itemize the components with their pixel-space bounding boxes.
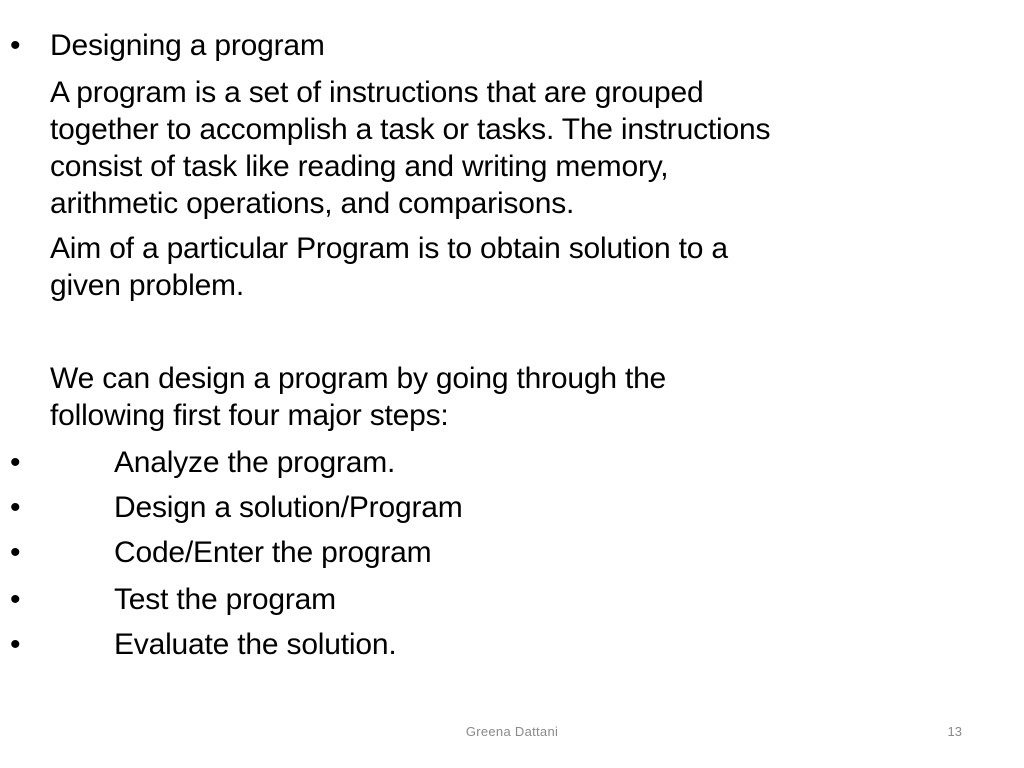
step-bullet: • xyxy=(10,628,21,661)
step-bullet: • xyxy=(10,491,21,524)
step-bullet: • xyxy=(10,536,21,569)
step-bullet: • xyxy=(10,583,21,616)
paragraph1-line-2: together to accomplish a task or tasks. The instructions xyxy=(50,113,771,146)
paragraph3-line-1: We can design a program by going through the xyxy=(50,362,667,395)
paragraph2-line-1: Aim of a particular Program is to obtain solution to a xyxy=(50,232,728,265)
footer-author: Greena Dattani xyxy=(465,724,559,739)
step-bullet: • xyxy=(10,446,21,479)
paragraph1-line-4: arithmetic operations, and comparisons. xyxy=(50,187,575,220)
step-item: Test the program xyxy=(114,583,336,616)
slide-heading: Designing a program xyxy=(50,29,325,62)
paragraph3-line-2: following first four major steps: xyxy=(50,399,449,432)
step-item: Analyze the program. xyxy=(114,446,396,479)
paragraph2-line-2: given problem. xyxy=(50,269,244,302)
heading-bullet: • xyxy=(10,29,21,62)
page-number: 13 xyxy=(947,724,962,739)
paragraph1-line-3: consist of task like reading and writing memory, xyxy=(50,150,669,183)
step-item: Evaluate the solution. xyxy=(114,628,397,661)
step-item: Code/Enter the program xyxy=(114,536,432,569)
step-item: Design a solution/Program xyxy=(114,491,463,524)
paragraph1-line-1: A program is a set of instructions that are grouped xyxy=(50,76,704,109)
